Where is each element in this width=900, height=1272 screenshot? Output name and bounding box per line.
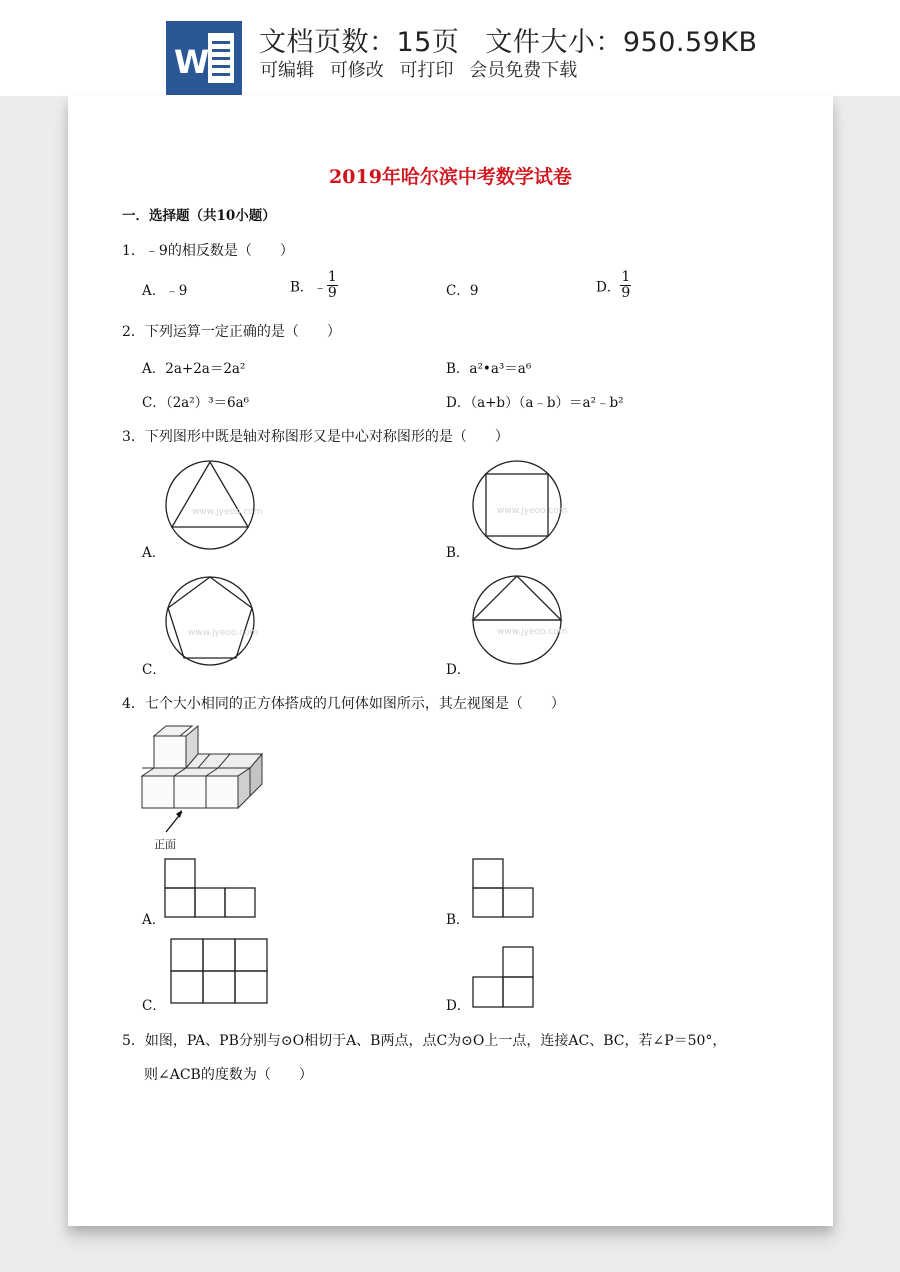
left-view-figure-c [170, 938, 270, 1006]
q1-option-d-prefix: D． [596, 279, 621, 296]
svg-text:www.jyeoo.com: www.jyeoo.com [188, 628, 259, 638]
circle-triangle-figure-a [164, 458, 263, 552]
q4-label-b: B． [446, 912, 470, 928]
question-1-stem: 1．﹣9的相反数是（ ） [122, 243, 294, 259]
q3-label-b: B． [446, 545, 470, 561]
q1-option-d [596, 270, 631, 301]
feature-modifiable: 可修改 [329, 60, 384, 81]
left-view-figure-d [472, 946, 536, 1010]
question-4-stem: 4．七个大小相同的正方体搭成的几何体如图所示，其左视图是（ ） [122, 696, 565, 712]
fraction [620, 270, 631, 301]
feature-member-download[interactable]: 会员免费下载 [469, 60, 578, 81]
question-2-stem: 2．下列运算一定正确的是（ ） [122, 324, 341, 340]
page-count: 文档页数：15页 [259, 27, 460, 58]
question-5-stem-line-2: 则∠ACB的度数为（ ） [144, 1067, 313, 1083]
q4-label-c: C． [142, 998, 166, 1014]
left-view-figure-a [164, 858, 258, 920]
question-3-stem: 3．下列图形中既是轴对称图形又是中心对称图形的是（ ） [122, 429, 509, 445]
q4-label-a: A． [142, 912, 166, 928]
download-banner [0, 0, 900, 96]
circle-pentagon-figure-c [164, 575, 258, 669]
fraction [327, 270, 338, 301]
q2-option-b: B．a²•a³＝a⁶ [446, 361, 532, 377]
circle-semicircle-triangle-figure-d [471, 574, 568, 668]
feature-printable: 可打印 [399, 60, 454, 81]
word-icon [166, 21, 242, 95]
q2-option-a: A．2a+2a＝2a² [142, 361, 246, 377]
feature-list [260, 56, 587, 82]
word-icon-letter: W [174, 43, 210, 81]
q1-option-b-prefix: B．﹣ [290, 279, 327, 296]
feature-editable: 可编辑 [260, 60, 314, 81]
numerator: 1 [621, 269, 631, 285]
front-direction-label: 正面 [154, 838, 176, 851]
q2-option-d: D．（a+b）（a﹣b）＝a²﹣b² [446, 395, 624, 411]
svg-text:www.jyeoo.com: www.jyeoo.com [497, 627, 568, 637]
q1-option-a: A．﹣9 [142, 283, 188, 299]
denominator: 9 [327, 285, 337, 301]
circle-square-figure-b [471, 459, 568, 553]
q1-option-b [290, 270, 338, 301]
q4-label-d: D． [446, 998, 471, 1014]
q2-option-c: C．（2a²）³＝6a⁶ [142, 395, 250, 411]
page-title: 2019年哈尔滨中考数学试卷 [329, 166, 572, 188]
q3-label-a: A． [142, 545, 166, 561]
cube-stack-figure [142, 724, 272, 854]
section-heading: 一．选择题（共10小题） [122, 208, 276, 224]
file-size: 文件大小：950.59KB [485, 27, 758, 58]
svg-text:www.jyeoo.com: www.jyeoo.com [497, 506, 568, 516]
q1-option-c: C．9 [446, 283, 479, 299]
denominator: 9 [621, 285, 631, 301]
numerator: 1 [327, 269, 337, 285]
file-info-title [259, 20, 758, 59]
left-view-figure-b [472, 858, 536, 920]
svg-text:www.jyeoo.com: www.jyeoo.com [192, 507, 263, 517]
q3-label-c: C． [142, 662, 166, 678]
document-page [68, 96, 833, 1226]
question-5-stem-line-1: 5．如图，PA、PB分别与⊙O相切于A、B两点，点C为⊙O上一点，连接AC、BC，若∠P＝50°， [122, 1033, 727, 1049]
q3-label-d: D． [446, 662, 471, 678]
